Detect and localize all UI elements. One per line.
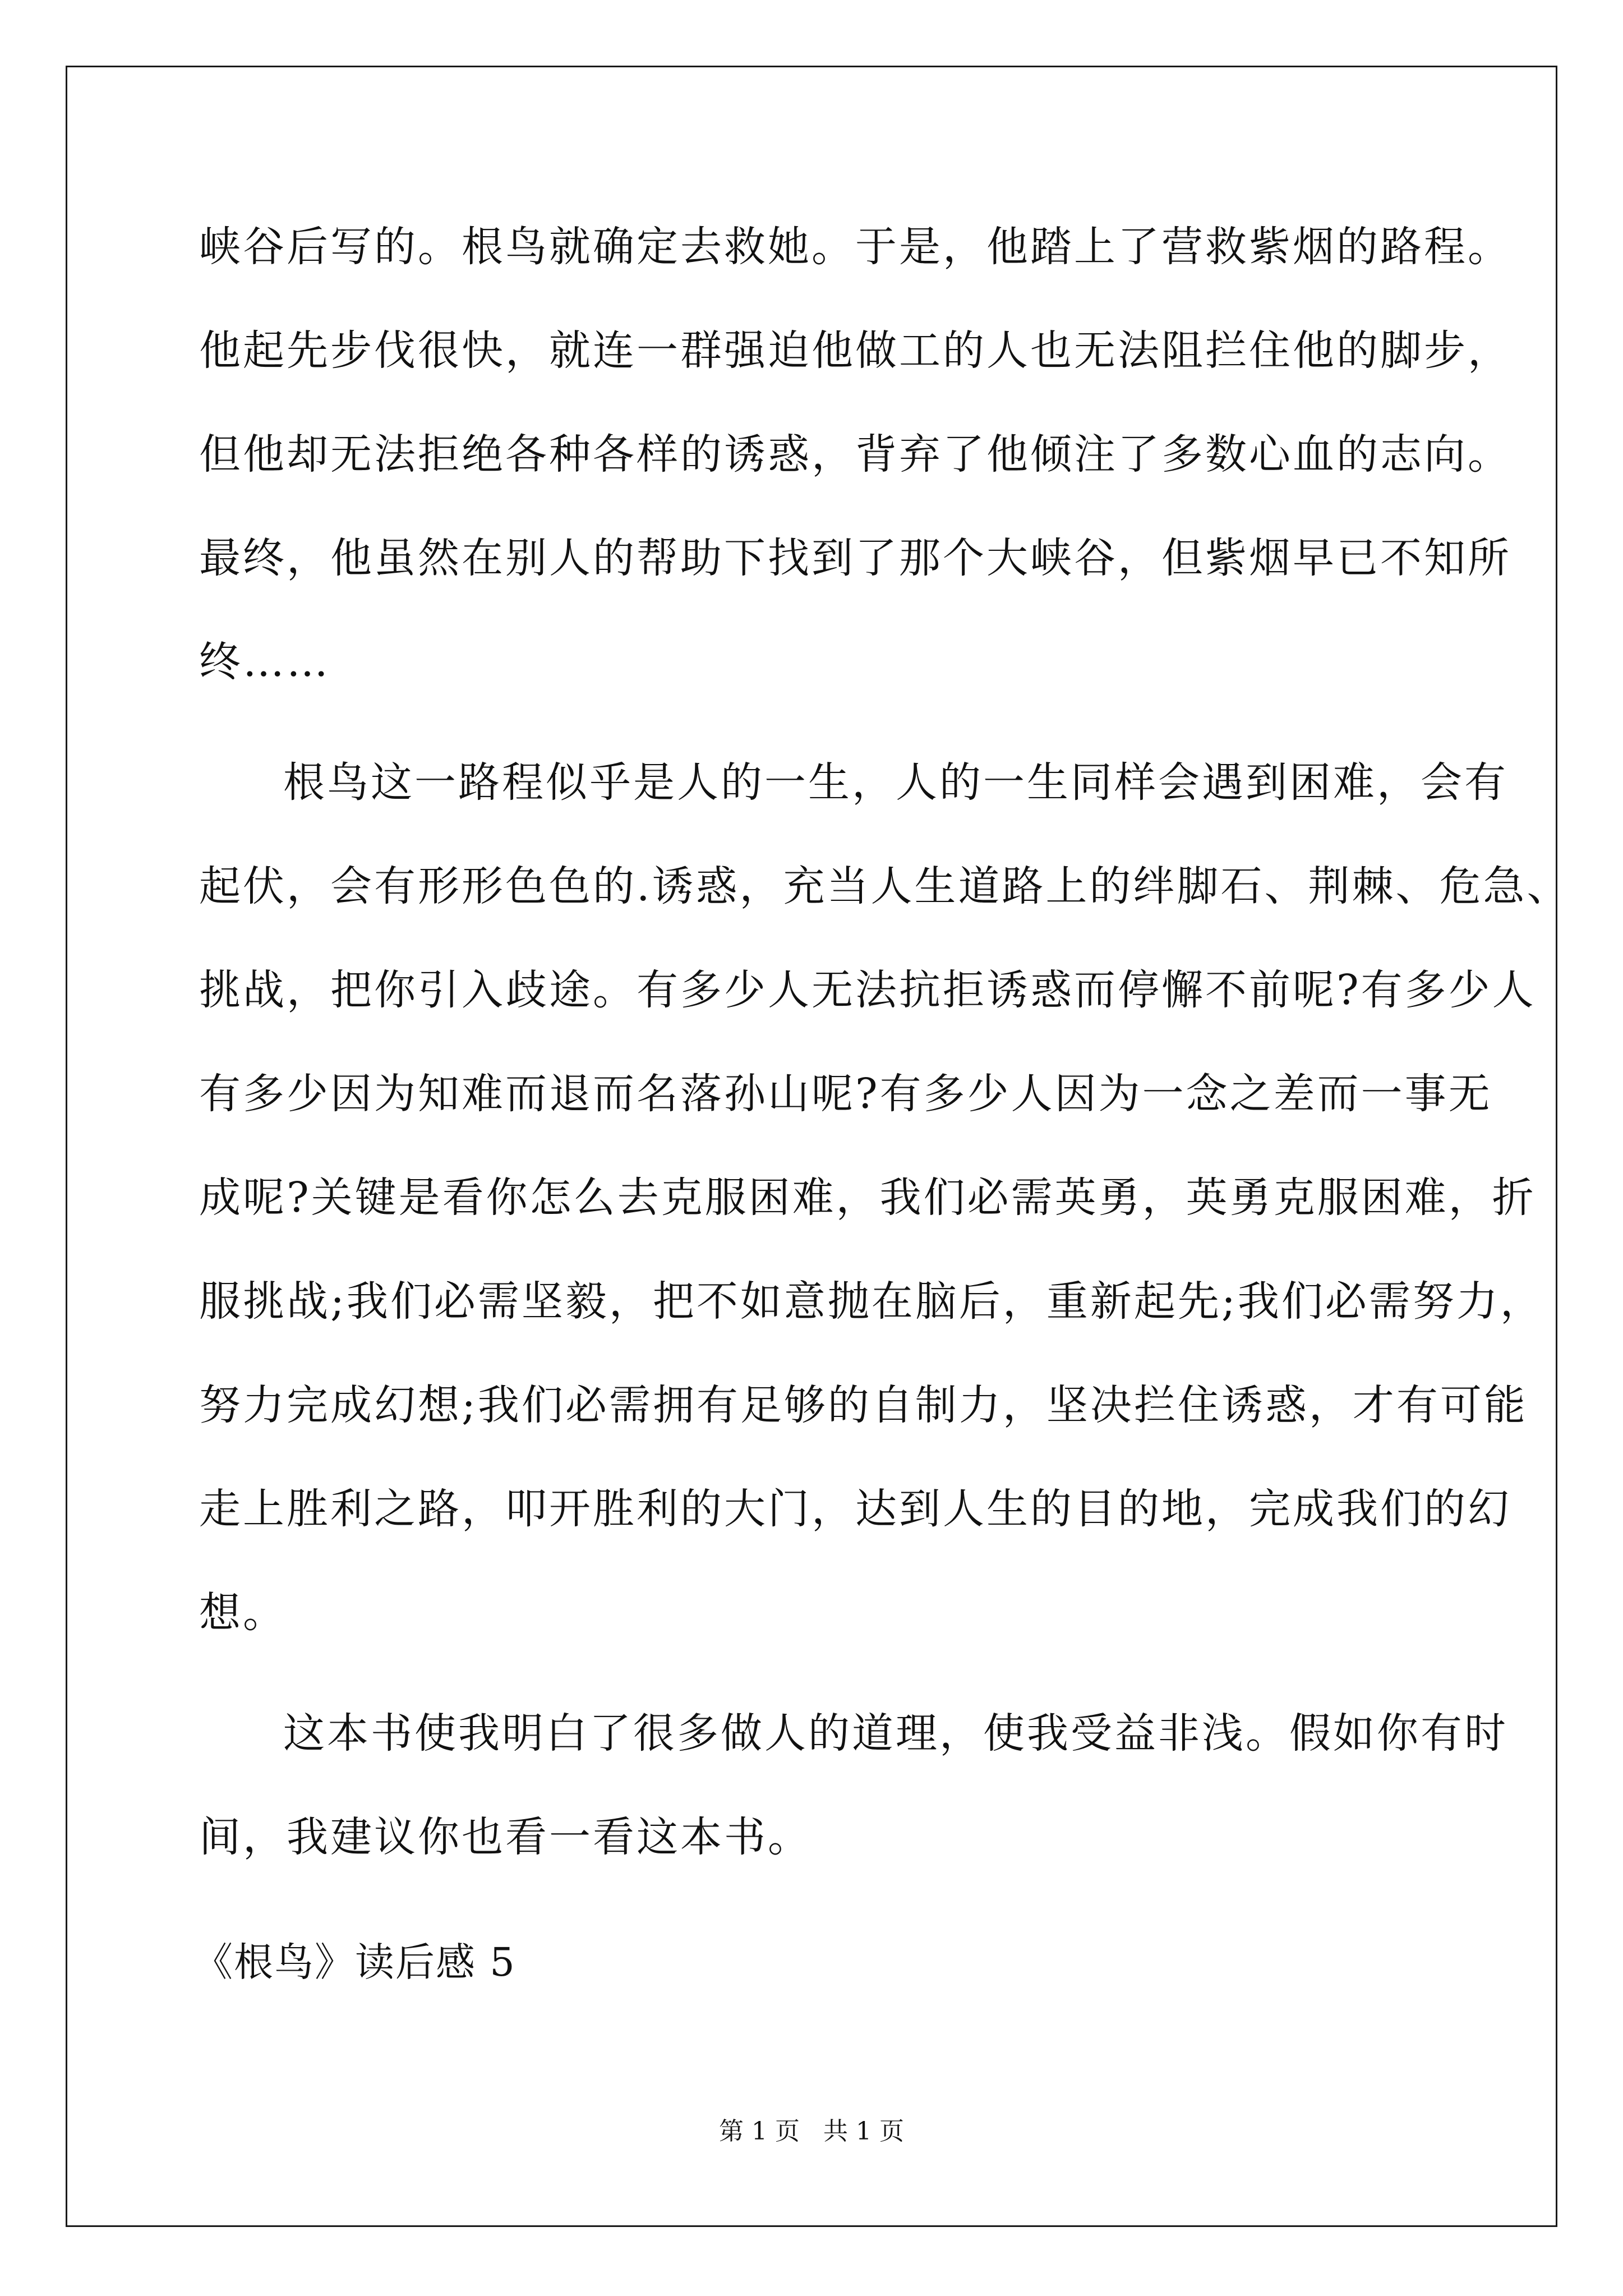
body-line-3: 但他却无法拒绝各种各样的诱惑，背弃了他倾注了多数心血的志向。 <box>199 430 1511 478</box>
body-line-7: 起伏，会有形形色色的.诱惑，充当人生道路上的绊脚石、荆棘、危急、 <box>199 862 1571 910</box>
body-line-16: 间，我建议你也看一看这本书。 <box>199 1813 811 1861</box>
body-line-15: 这本书使我明白了很多做人的道理，使我受益非浅。假如你有时 <box>283 1709 1508 1757</box>
page-border <box>66 66 1571 2227</box>
body-line-11: 服挑战;我们必需坚毅，把不如意抛在脑后，重新起先;我们必需努力， <box>199 1277 1544 1326</box>
body-line-5: 终…… <box>199 638 330 686</box>
body-line-1: 峡谷后写的。根鸟就确定去救她。于是，他踏上了营救紫烟的路程。 <box>199 223 1511 271</box>
body-line-4: 最终，他虽然在别人的帮助下找到了那个大峡谷，但紫烟早已不知所 <box>199 534 1511 582</box>
body-line-6: 根鸟这一路程似乎是人的一生，人的一生同样会遇到困难，会有 <box>283 758 1508 807</box>
body-line-2: 他起先步伐很快，就连一群强迫他做工的人也无法阻拦住他的脚步， <box>199 326 1511 375</box>
section-heading: 《根鸟》读后感 5 <box>193 1939 516 1985</box>
body-line-13: 走上胜利之路，叩开胜利的大门，达到人生的目的地，完成我们的幻 <box>199 1485 1511 1533</box>
page-footer: 第 1 页 共 1 页 <box>719 2117 904 2146</box>
body-line-8: 挑战，把你引入歧途。有多少人无法抗拒诱惑而停懈不前呢?有多少人 <box>199 966 1536 1014</box>
body-line-9: 有多少因为知难而退而名落孙山呢?有多少人因为一念之差而一事无 <box>199 1070 1492 1118</box>
body-line-12: 努力完成幻想;我们必需拥有足够的自制力，坚决拦住诱惑，才有可能 <box>199 1381 1528 1429</box>
body-line-14: 想。 <box>199 1589 287 1637</box>
body-line-10: 成呢?关键是看你怎么去克服困难，我们必需英勇，英勇克服困难，折 <box>199 1174 1536 1222</box>
